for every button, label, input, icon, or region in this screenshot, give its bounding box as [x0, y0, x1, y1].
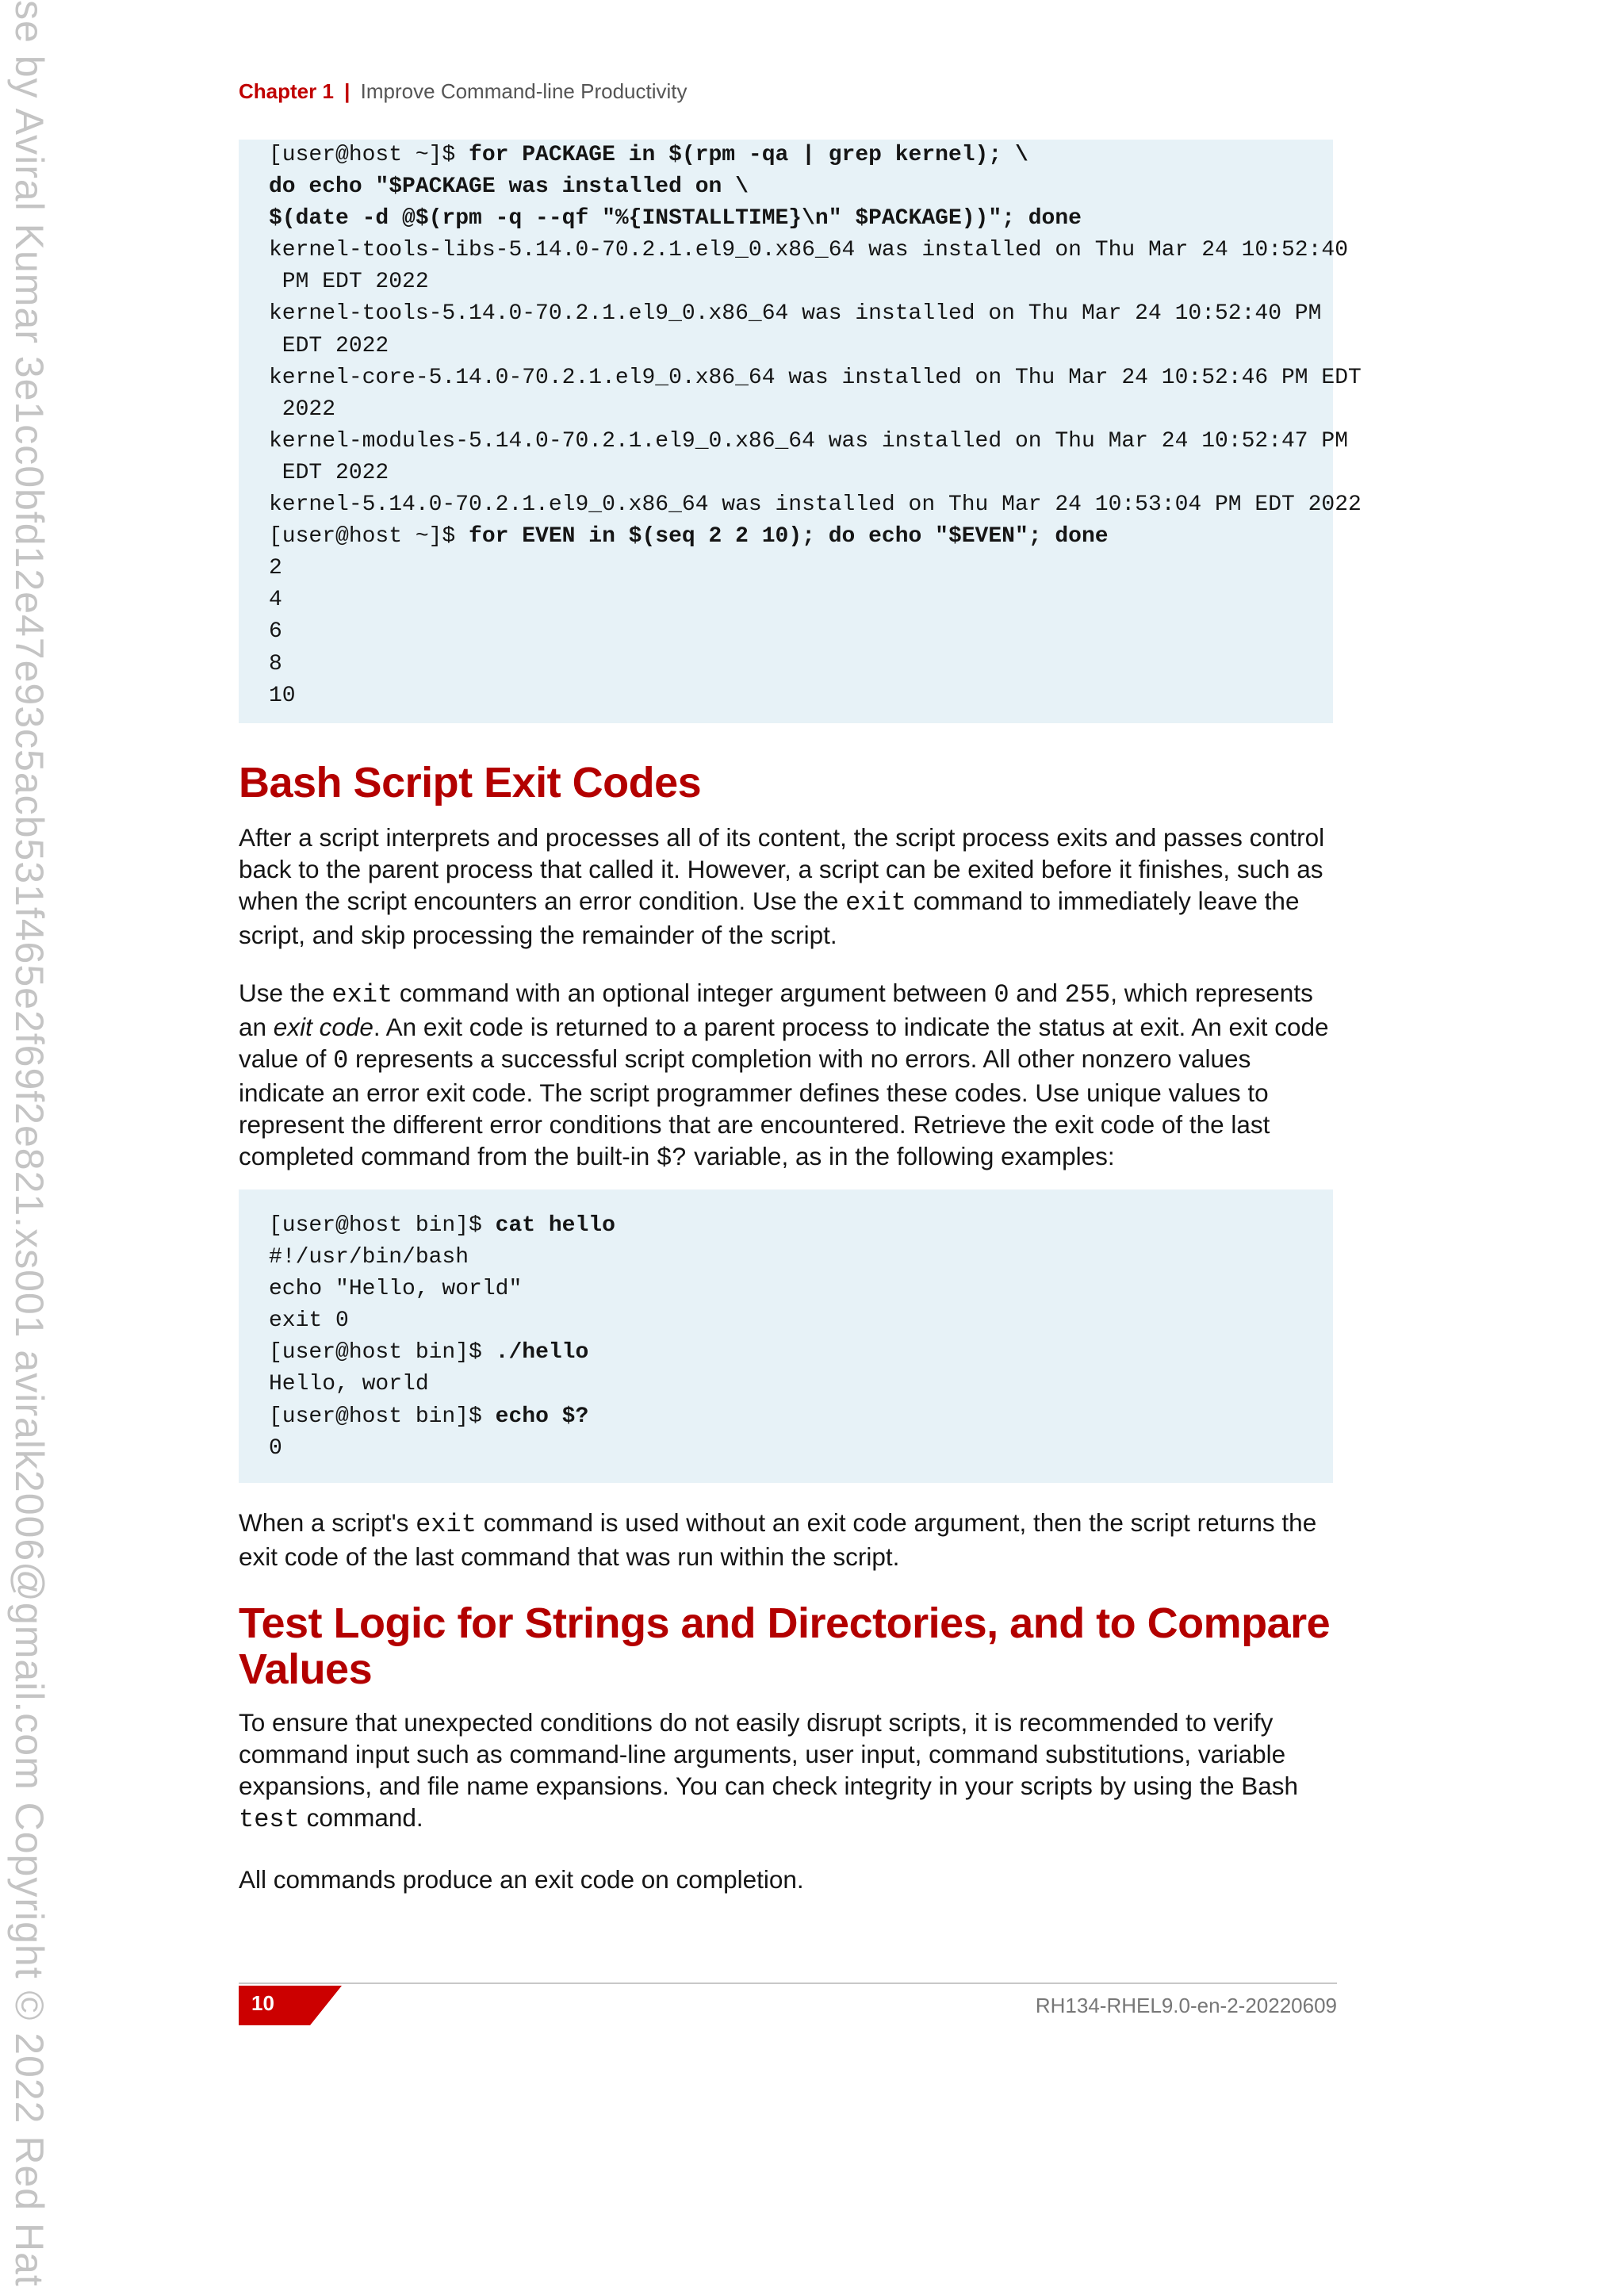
- code-output-line: #!/usr/bin/bash: [269, 1245, 469, 1270]
- chapter-header: [239, 79, 687, 104]
- code-line: [user@host bin]$ cat hello: [269, 1213, 615, 1238]
- code-line: [user@host bin]$ echo $?: [269, 1404, 589, 1429]
- code-output-line: kernel-5.14.0-70.2.1.el9_0.x86_64 was installed on Thu Mar 24 10:53:04 PM EDT 2022: [269, 492, 1362, 518]
- code-block-exit-example: [239, 1189, 1333, 1483]
- copyright-watermark: se by Aviral Kumar 3e1cc0bfd12e47e93c5acb531f465e2f69f2e821.xs001 aviralk2006@gmail.com Copyright © 2022 Red Hat: [7, 0, 52, 2287]
- code-output-line: 4: [269, 588, 282, 613]
- code-line: [user@host ~]$ for PACKAGE in $(rpm -qa | grep kernel); \: [269, 143, 1028, 167]
- code-output-line: kernel-tools-5.14.0-70.2.1.el9_0.x86_64 was installed on Thu Mar 24 10:52:40 PM: [269, 301, 1322, 327]
- paragraph-test-intro: To ensure that unexpected conditions do not easily disrupt scripts, it is recommended to verify command input such as command-line arguments, user input, command substitutions, variable expansions, and file name expansions. You can check integrity in your scripts by using the Bash test command.: [239, 1708, 1299, 1834]
- code-output-line: 6: [269, 619, 282, 645]
- code-output-line: 8: [269, 651, 282, 676]
- paragraph-exit-no-arg: When a script's exit command is used without an exit code argument, then the script returns the exit code of the last command that was run within the script.: [239, 1508, 1317, 1571]
- code-output-line: kernel-core-5.14.0-70.2.1.el9_0.x86_64 was installed on Thu Mar 24 10:52:46 PM EDT: [269, 365, 1362, 390]
- paragraph-exit-code-values: Use the exit command with an optional integer argument between 0 and 255, which represents an exit code. An exit code is returned to a parent process to indicate the status at exit. An exit code value of 0 represents a successful script completion with no errors. All other nonzero values indicate an error exit code. The script programmer defines these codes. Use unique values to represent the different error conditions that are encountered. Retrieve the exit code of the last completed command from the built-in $? variable, as in the following examples:: [239, 979, 1329, 1173]
- code-output-line: kernel-modules-5.14.0-70.2.1.el9_0.x86_64 was installed on Thu Mar 24 10:52:47 PM: [269, 428, 1349, 454]
- code-output-line: 2022: [269, 396, 336, 422]
- code-output-line: PM EDT 2022: [269, 270, 429, 295]
- code-output-line: 2: [269, 556, 282, 581]
- code-line: $(date -d @$(rpm -q --qf "%{INSTALLTIME}\n" $PACKAGE))"; done: [269, 206, 1082, 232]
- header-separator: |: [344, 79, 350, 103]
- code-output-line: Hello, world: [269, 1372, 429, 1397]
- code-block-for-loops: [239, 140, 1362, 723]
- code-output-line: 0: [269, 1435, 282, 1461]
- footer-divider: [239, 1982, 1337, 1984]
- code-output-line: exit 0: [269, 1308, 349, 1334]
- page-number-badge: [239, 1986, 342, 2025]
- section-heading-exit-codes: Bash Script Exit Codes: [239, 759, 702, 806]
- document-id: RH134-RHEL9.0-en-2-20220609: [1035, 1994, 1337, 2017]
- code-line: [user@host bin]$ ./hello: [269, 1340, 589, 1366]
- code-output-line: EDT 2022: [269, 460, 389, 485]
- chapter-number: Chapter 1: [239, 79, 334, 103]
- code-output-line: kernel-tools-libs-5.14.0-70.2.1.el9_0.x86_64 was installed on Thu Mar 24 10:52:40: [269, 238, 1349, 263]
- code-line: do echo "$PACKAGE was installed on \: [269, 174, 749, 200]
- page-number: 10: [251, 1991, 274, 2015]
- paragraph-exit-intro: After a script interprets and processes all of its content, the script process exits and passes control back to the parent process that called it. However, a script can be exited before it finishes, such as when the script encounters an error condition. Use the exit command to immediately leave the script, and skip processing the remainder of the script.: [239, 823, 1325, 949]
- code-line: [user@host ~]$ for EVEN in $(seq 2 2 10); do echo "$EVEN"; done: [269, 524, 1109, 550]
- code-output-line: echo "Hello, world": [269, 1277, 523, 1302]
- code-output-line: 10: [269, 683, 296, 708]
- chapter-title: Improve Command-line Productivity: [360, 79, 688, 103]
- code-output-line: EDT 2022: [269, 333, 389, 358]
- paragraph-exit-code-completion: All commands produce an exit code on completion.: [239, 1865, 804, 1894]
- section-heading-test-logic: Test Logic for Strings and Directories, and to Compare Values: [239, 1599, 1331, 1693]
